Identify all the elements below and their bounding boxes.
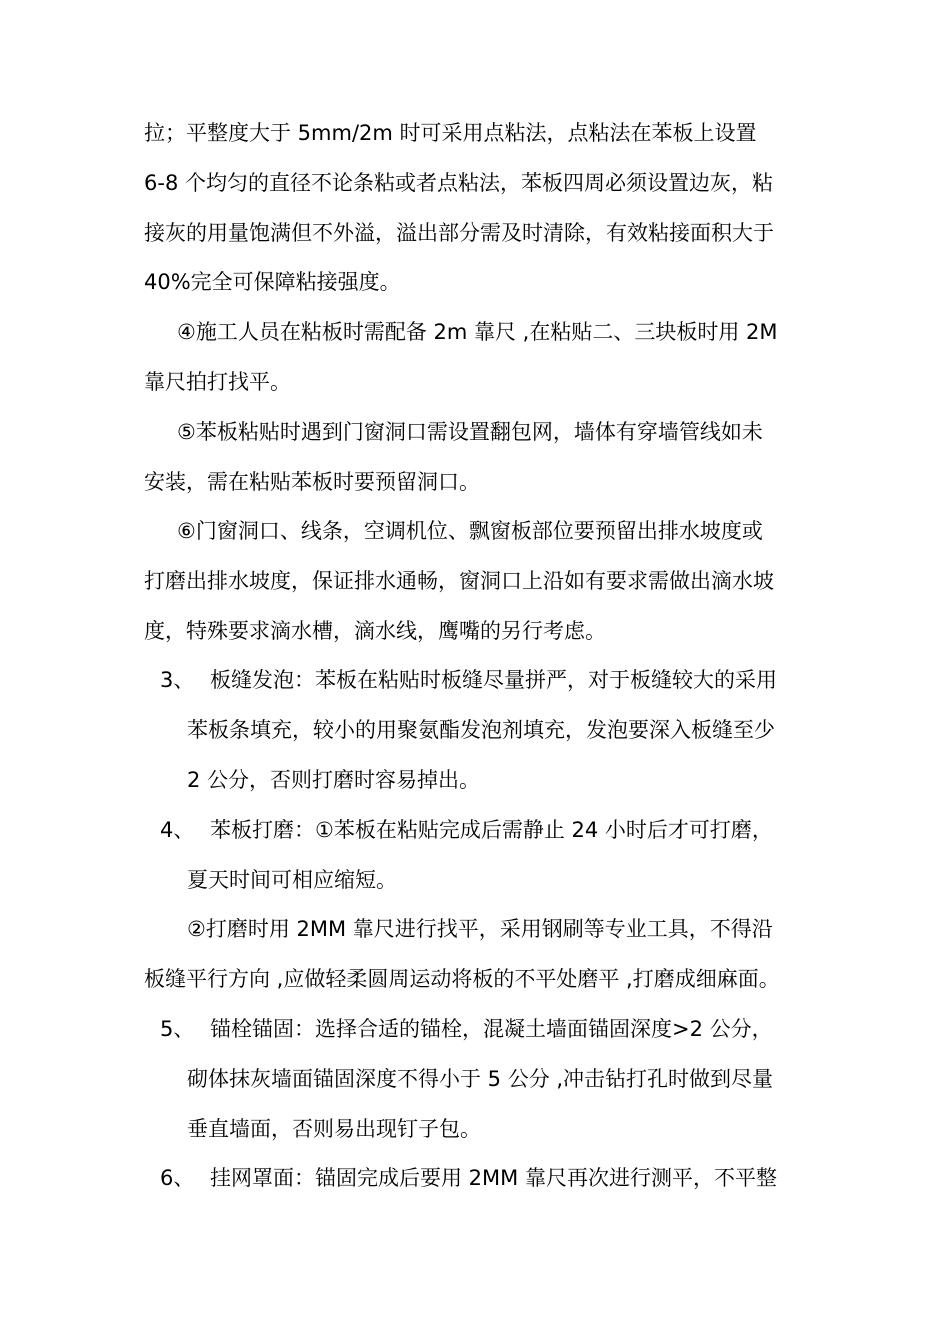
list-number: 4、 [160,818,195,842]
text-line: 锚栓锚固：选择合适的锚栓，混凝土墙面锚固深度>2 公分， [210,1017,773,1041]
text-line: 40%完全可保障粘接强度。 [144,270,401,294]
text-line: 拉；平整度大于 5mm/2m 时可采用点粘法，点粘法在苯板上设置 [144,121,757,145]
text-line: 打磨出排水坡度，保证排水通畅，窗洞口上沿如有要求需做出滴水坡 [144,569,774,593]
text-line: 板缝平行方向 ,应做轻柔圆周运动将板的不平处磨平 ,打磨成细麻面。 [144,967,780,991]
text-line: 板缝发泡：苯板在粘贴时板缝尽量拼严，对于板缝较大的采用 [210,668,777,692]
text-line: 砌体抹灰墙面锚固深度不得小于 5 公分 ,冲击钻打孔时做到尽量 [187,1067,774,1091]
text-line: 苯板打磨：①苯板在粘贴完成后需静止 24 小时后才可打磨， [210,818,773,842]
text-line: ②打磨时用 2MM 靠尺进行找平，采用钢刷等专业工具，不得沿 [187,917,773,941]
text-line: 度，特殊要求滴水槽，滴水线，鹰嘴的另行考虑。 [144,619,606,643]
text-line: 2 公分，否则打磨时容易掉出。 [187,768,481,792]
text-line: ⑥门窗洞口、线条，空调机位、飘窗板部位要预留出排水坡度或 [177,519,763,543]
list-number: 3、 [160,668,195,692]
text-line: 垂直墙面，否则易出现钉子包。 [187,1117,481,1141]
text-line: 安装，需在粘贴苯板时要预留洞口。 [144,470,480,494]
text-line: ⑤苯板粘贴时遇到门窗洞口需设置翻包网，墙体有穿墙管线如未 [177,420,763,444]
list-number: 6、 [160,1166,195,1190]
list-number: 5、 [160,1017,195,1041]
text-line: 夏天时间可相应缩短。 [187,868,397,892]
text-line: 苯板条填充，较小的用聚氨酯发泡剂填充，发泡要深入板缝至少 [187,718,775,742]
text-line: 靠尺拍打找平。 [144,370,291,394]
text-line: ④施工人员在粘板时需配备 2m 靠尺 ,在粘贴二、三块板时用 2M [177,320,778,344]
text-line: 6-8 个均匀的直径不论条粘或者点粘法，苯板四周必须设置边灰，粘 [144,171,773,195]
text-line: 接灰的用量饱满但不外溢，溢出部分需及时清除，有效粘接面积大于 [144,221,774,245]
text-line: 挂网罩面：锚固完成后要用 2MM 靠尺再次进行测平，不平整 [210,1166,777,1190]
